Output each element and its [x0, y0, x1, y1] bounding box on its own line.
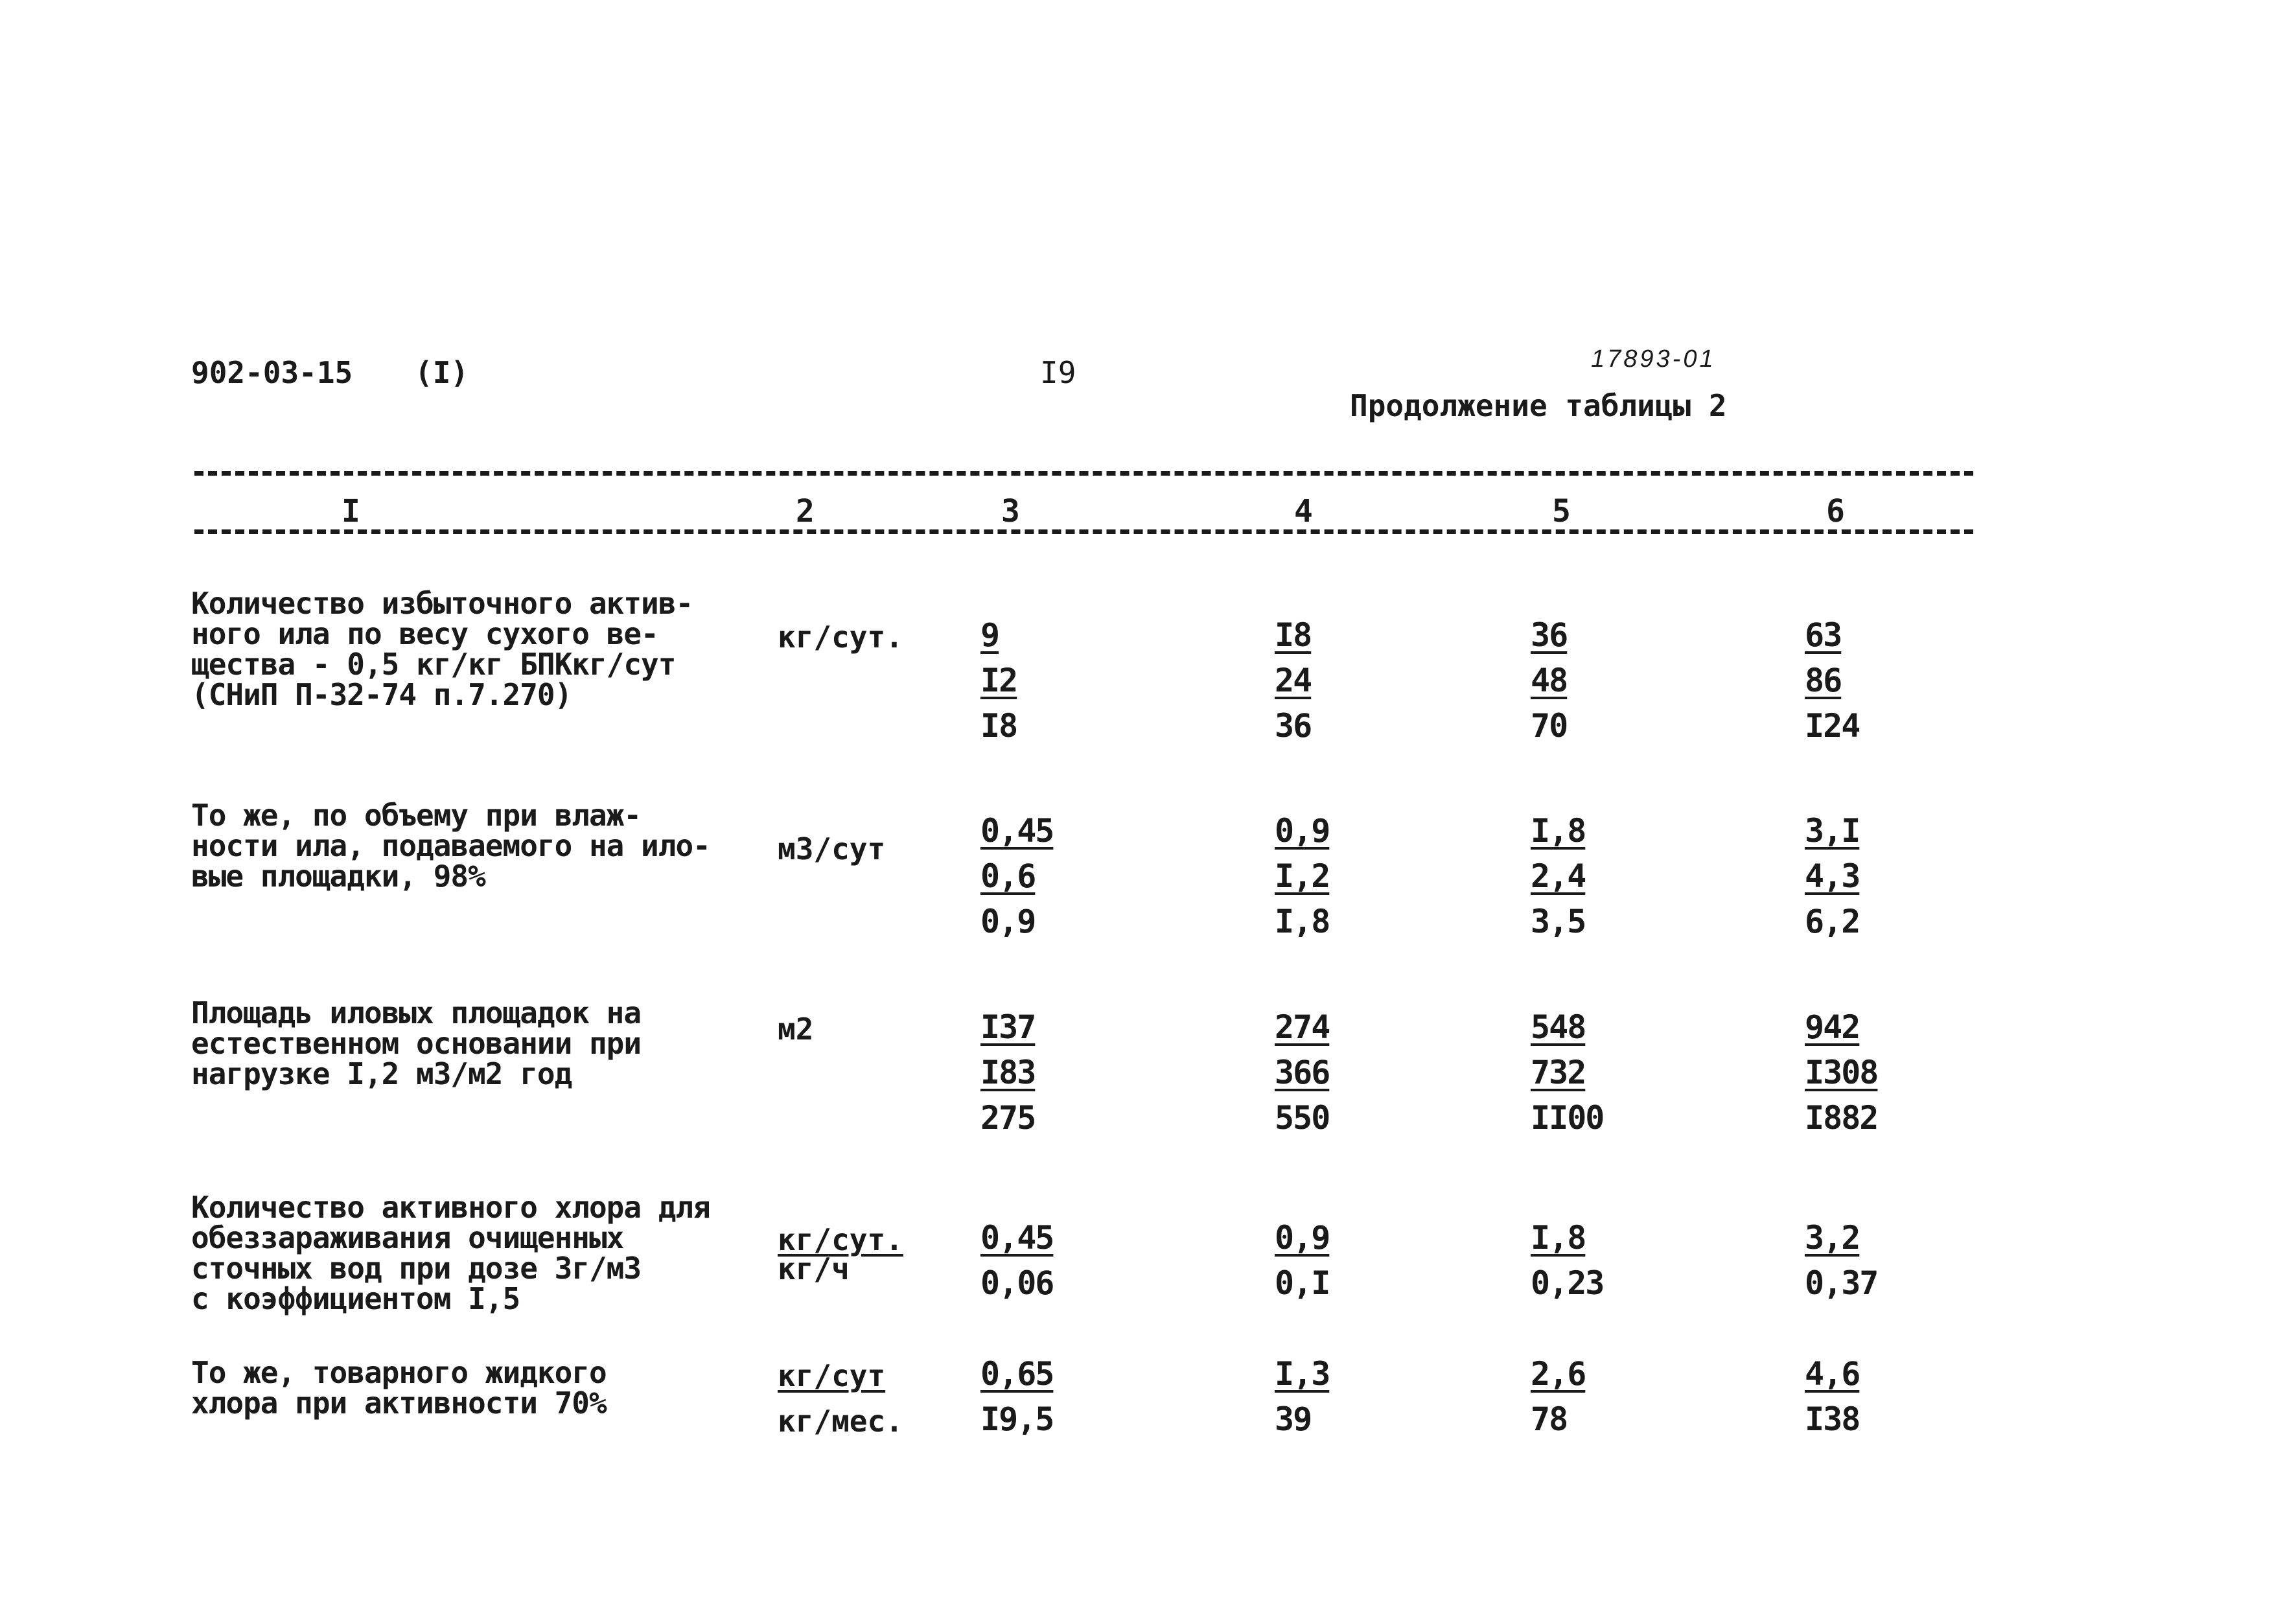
row-4-col3-value: 0,45: [980, 1219, 1054, 1257]
row-2-col4-value: 0,9: [1275, 812, 1330, 850]
row-2-col4-value: I,8: [1275, 903, 1330, 940]
row-1-col4-value: 24: [1275, 662, 1312, 699]
row-3-description: [191, 995, 642, 1091]
row-5-unit: кг/мес.: [778, 1404, 903, 1439]
row-3-col5-value: 732: [1531, 1054, 1586, 1091]
row-3-col3-value: 275: [980, 1099, 1036, 1137]
row-4-col5-value: I,8: [1531, 1219, 1586, 1257]
column-number-1: I: [342, 493, 360, 529]
row-4-col6-value: 3,2: [1805, 1219, 1860, 1257]
row-2-col5-value: 2,4: [1531, 857, 1586, 895]
column-number-2: 2: [796, 493, 815, 529]
description-line: Площадь иловых площадок на: [191, 995, 642, 1030]
row-4-col3-value: 0,06: [980, 1264, 1054, 1302]
row-3-col4-value: 274: [1275, 1008, 1330, 1046]
row-1-col4-value: I8: [1275, 616, 1312, 654]
description-line: естественном основании при: [191, 1026, 642, 1061]
row-2-col5-value: I,8: [1531, 812, 1586, 850]
row-5-col3-value: I9,5: [980, 1400, 1054, 1438]
row-5-col4-value: I,3: [1275, 1355, 1330, 1393]
description-line: с коэффициентом I,5: [191, 1281, 520, 1316]
row-2-col3-value: 0,9: [980, 903, 1036, 940]
row-4-col6-value: 0,37: [1805, 1264, 1878, 1302]
row-1-col6-value: 63: [1805, 616, 1842, 654]
row-5-unit: кг/сут: [778, 1358, 886, 1393]
row-1-col5-value: 48: [1531, 662, 1568, 699]
row-4-col4-value: 0,I: [1275, 1264, 1330, 1302]
row-2-col6-value: 4,3: [1805, 857, 1860, 895]
row-3-col3-value: I37: [980, 1008, 1036, 1046]
row-3-col4-value: 366: [1275, 1054, 1330, 1091]
column-number-4: 4: [1294, 493, 1313, 529]
row-3-col5-value: II00: [1531, 1099, 1604, 1137]
row-1-col6-value: 86: [1805, 662, 1842, 699]
row-2-col3-value: 0,45: [980, 812, 1054, 850]
description-line: сточных вод при дозе 3г/м3: [191, 1251, 642, 1286]
row-2-description: [191, 800, 710, 892]
column-number-3: 3: [1001, 493, 1020, 529]
row-4-description: [191, 1192, 710, 1314]
description-line: То же, по объему при влаж-: [191, 798, 642, 833]
row-2-col3-value: 0,6: [980, 857, 1036, 895]
row-1-col5-value: 70: [1531, 707, 1568, 745]
row-4-unit: кг/ч: [778, 1251, 850, 1286]
row-1-col3-value: I8: [980, 707, 1017, 745]
table-continuation-title: Продолжение таблицы 2: [1350, 388, 1727, 423]
page-number: I9: [1040, 355, 1076, 390]
description-line: вые площадки, 98%: [191, 859, 485, 894]
description-line: (СНиП П-32-74 п.7.270): [191, 677, 572, 712]
description-line: щества - 0,5 кг/кг БПКкг/сут: [191, 647, 676, 682]
column-number-5: 5: [1552, 493, 1571, 529]
row-3-col5-value: 548: [1531, 1008, 1586, 1046]
row-5-col3-value: 0,65: [980, 1355, 1054, 1393]
row-1-unit: кг/сут.: [778, 620, 903, 655]
row-1-col3-value: 9: [980, 616, 999, 654]
row-1-description: [191, 588, 693, 710]
row-1-col3-value: I2: [980, 662, 1017, 699]
header-rule-bottom: [194, 529, 1973, 534]
row-5-col6-value: 4,6: [1805, 1355, 1860, 1393]
row-5-description: [191, 1355, 607, 1421]
handwritten-code: 17893-01: [1591, 345, 1716, 373]
description-line: обеззараживания очищенных: [191, 1220, 624, 1255]
row-3-col6-value: 942: [1805, 1008, 1860, 1046]
document-code: 902-03-15: [191, 355, 353, 390]
description-line: Количество избыточного актив-: [191, 586, 693, 621]
description-line: хлора при активности 70%: [191, 1386, 607, 1421]
row-5-col5-value: 78: [1531, 1400, 1568, 1438]
row-4-unit: кг/сут.: [778, 1222, 903, 1257]
header-rule-top: [194, 471, 1973, 476]
row-3-col3-value: I83: [980, 1054, 1036, 1091]
row-5-col6-value: I38: [1805, 1400, 1860, 1438]
row-5-col4-value: 39: [1275, 1400, 1312, 1438]
row-2-col6-value: 6,2: [1805, 903, 1860, 940]
row-3-col6-value: I882: [1805, 1099, 1878, 1137]
row-4-col4-value: 0,9: [1275, 1219, 1330, 1257]
description-line: нагрузке I,2 м3/м2 год: [191, 1056, 572, 1091]
row-2-col6-value: 3,I: [1805, 812, 1860, 850]
column-number-6: 6: [1826, 493, 1845, 529]
row-4-col5-value: 0,23: [1531, 1264, 1604, 1302]
row-1-col5-value: 36: [1531, 616, 1568, 654]
row-2-col4-value: I,2: [1275, 857, 1330, 895]
description-line: То же, товарного жидкого: [191, 1355, 607, 1390]
row-3-col4-value: 550: [1275, 1099, 1330, 1137]
row-2-unit: м3/сут: [778, 831, 886, 866]
description-line: ного ила по весу сухого ве-: [191, 616, 658, 651]
description-line: Количество активного хлора для: [191, 1190, 710, 1225]
row-1-col6-value: I24: [1805, 707, 1860, 745]
description-line: ности ила, подаваемого на ило-: [191, 828, 710, 863]
row-3-unit: м2: [778, 1012, 814, 1047]
row-3-col6-value: I308: [1805, 1054, 1878, 1091]
row-5-col5-value: 2,6: [1531, 1355, 1586, 1393]
row-1-col4-value: 36: [1275, 707, 1312, 745]
document-part: (I): [415, 355, 469, 390]
row-2-col5-value: 3,5: [1531, 903, 1586, 940]
